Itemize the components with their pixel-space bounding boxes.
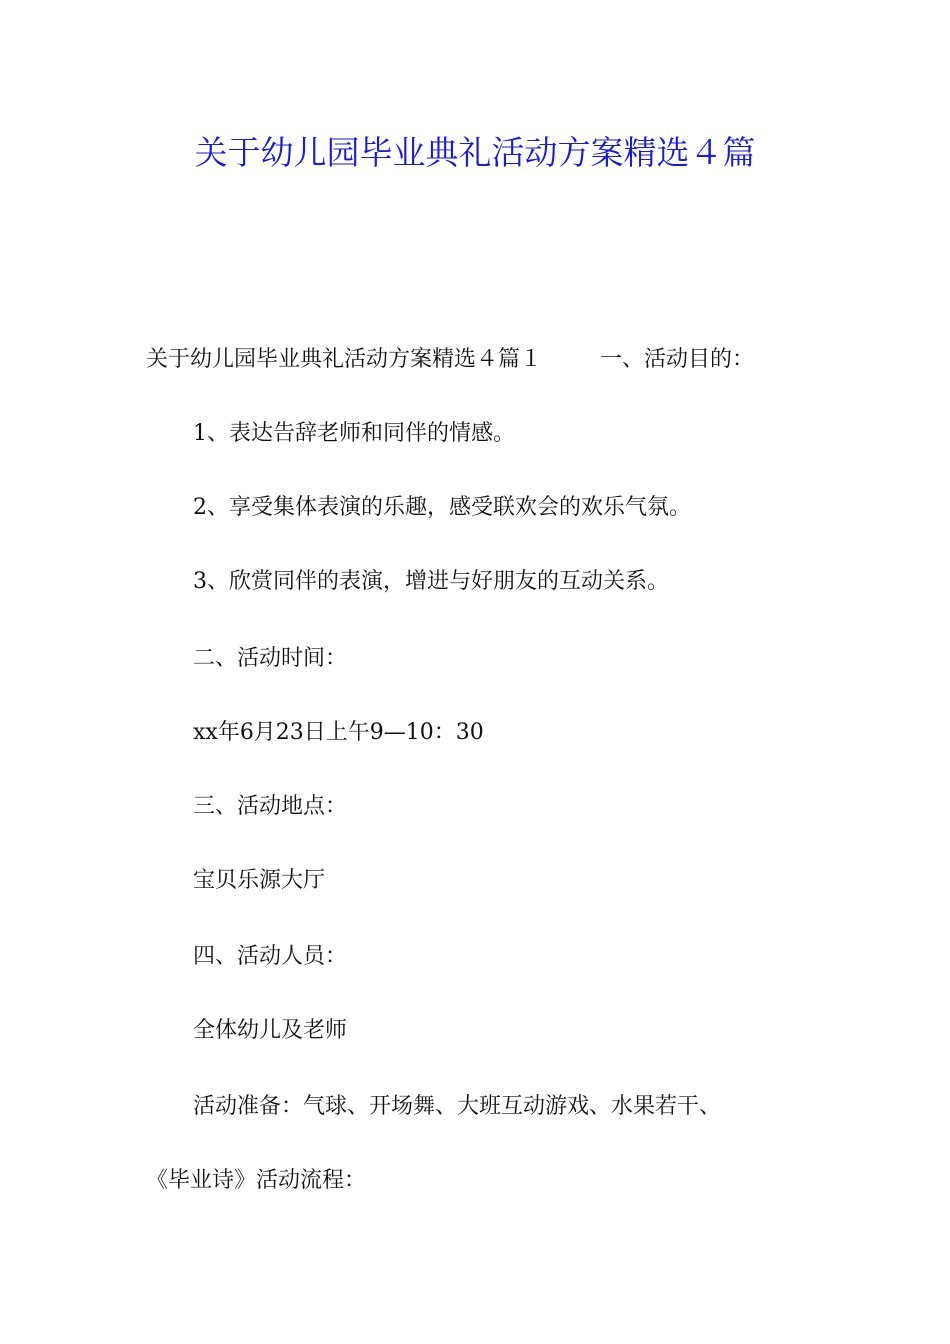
paragraph-process: 《毕业诗》活动流程： [146, 1168, 367, 1193]
intro-line [146, 345, 754, 375]
paragraph-purpose-3: 3、欣赏同伴的表演，增进与好朋友的互动关系。 [193, 569, 669, 594]
paragraph-purpose-2: 2、享受集体表演的乐趣，感受联欢会的欢乐气氛。 [193, 495, 691, 520]
section-heading-time: 二、活动时间： [193, 646, 348, 671]
paragraph-location: 宝贝乐源大厅 [193, 868, 326, 893]
section-heading-purpose: 一、活动目的： [600, 347, 755, 372]
paragraph-preparation: 活动准备：气球、开场舞、大班互动游戏、水果若干、 [193, 1094, 722, 1119]
section-heading-people: 四、活动人员： [193, 944, 348, 969]
intro-lead: 关于幼儿园毕业典礼活动方案精选４篇１ [146, 347, 543, 372]
paragraph-people: 全体幼儿及老师 [193, 1018, 348, 1043]
paragraph-time: xx年6月23日上午9—10：30 [193, 720, 484, 745]
section-heading-location: 三、活动地点： [193, 794, 348, 819]
paragraph-purpose-1: 1、表达告辞老师和同伴的情感。 [193, 421, 515, 446]
document-title: 关于幼儿园毕业典礼活动方案精选４篇 [194, 133, 756, 172]
